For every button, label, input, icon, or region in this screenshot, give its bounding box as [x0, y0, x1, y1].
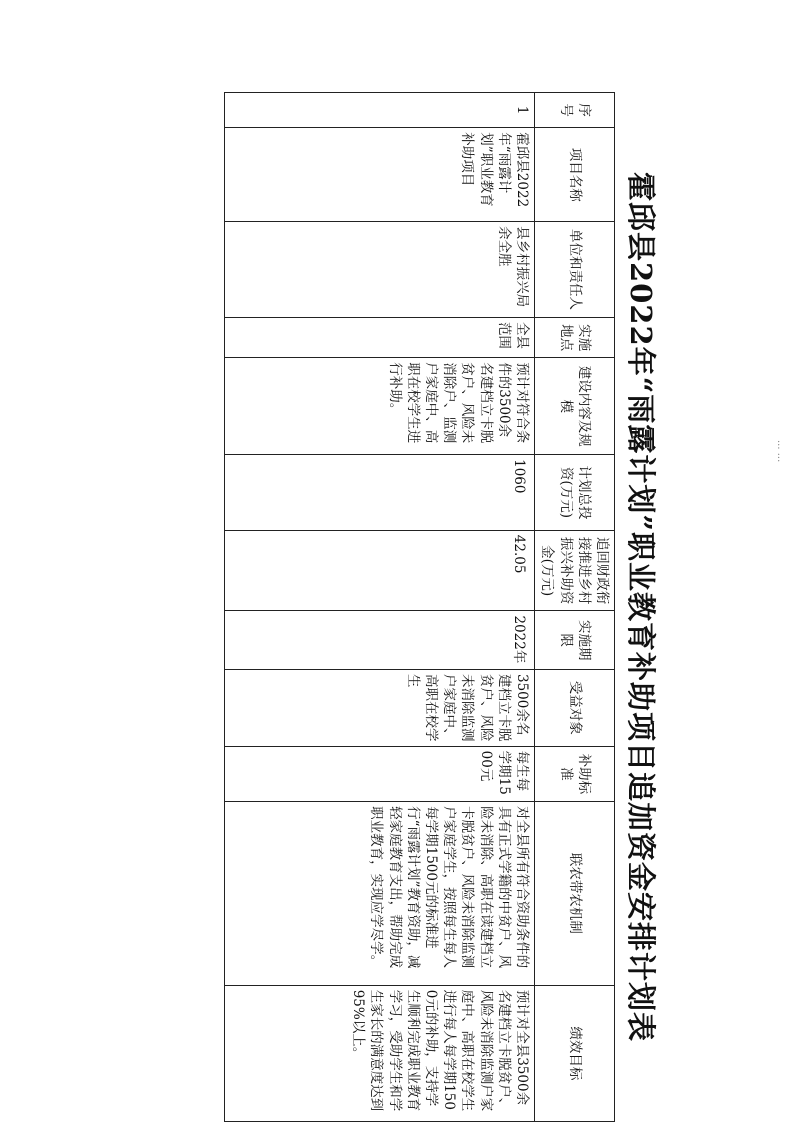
cell-index: 1 — [225, 93, 535, 128]
header-fund: 追回财政衔接推进乡村振兴补助资金(万元) — [535, 530, 615, 611]
cell-investment: 1060 — [225, 455, 535, 531]
header-standard: 补助标准 — [535, 746, 615, 801]
cell-fund: 42.05 — [225, 530, 535, 611]
cell-goal: 预计对全县3500余名建档立卡脱贫户、风险未消除监测户家庭中、高职在校学生进行每人每学期1500元的补助，支持学生顺利完成职业教育学习，受助学生和学生家长的满意度达到95%以上。 — [225, 985, 535, 1121]
rotated-sheet — [245, 92, 665, 1122]
header-project-name: 项目名称 — [535, 128, 615, 222]
page-title: 霍邱县2022年“雨露计划”职业教育补助项目追加资金安排计划表 — [624, 171, 658, 1043]
header-content: 建设内容及规模 — [535, 358, 615, 455]
cell-mechanism: 对全县所有符合资助条件的具有正式学籍的中贫户、风险未消除、高职在读建档立卡脱贫户、风险未消除监测户家庭学生，按照每生每人每学期1500元的标准进行“雨露计划”教育资助，减轻家庭教育支出，帮助完成职业教育，实现应学尽学。 — [225, 802, 535, 986]
cell-period: 2022年 — [225, 611, 535, 670]
header-location: 实施地点 — [535, 317, 615, 357]
scan-margin-mark: ··· ··· — [772, 440, 783, 463]
header-investment: 计划总投资(万元) — [535, 455, 615, 531]
table-row — [225, 93, 535, 1122]
cell-standard: 每生每学期1500元 — [225, 746, 535, 801]
header-period: 实施期限 — [535, 611, 615, 670]
header-mechanism: 联农带农机制 — [535, 802, 615, 986]
cell-location: 全县范围 — [225, 317, 535, 357]
header-row — [535, 93, 615, 1122]
plan-table — [224, 92, 615, 1122]
header-goal: 绩效目标 — [535, 985, 615, 1121]
header-beneficiary: 受益对象 — [535, 669, 615, 746]
header-unit: 单位和责任人 — [535, 222, 615, 318]
cell-content: 预计对符合条件的3500余名建档立卡脱贫户、风险未消除户、监测户家庭中、高职在校学生进行补助。 — [225, 358, 535, 455]
cell-unit: 县乡村振兴局余全胜 — [225, 222, 535, 318]
cell-beneficiary: 3500余名建档立卡脱贫户、风险未消除监测户家庭中、高职在校学生 — [225, 669, 535, 746]
cell-project-name: 霍邱县2022年“雨露计划”职业教育补助项目 — [225, 128, 535, 222]
header-index: 序号 — [535, 93, 615, 128]
